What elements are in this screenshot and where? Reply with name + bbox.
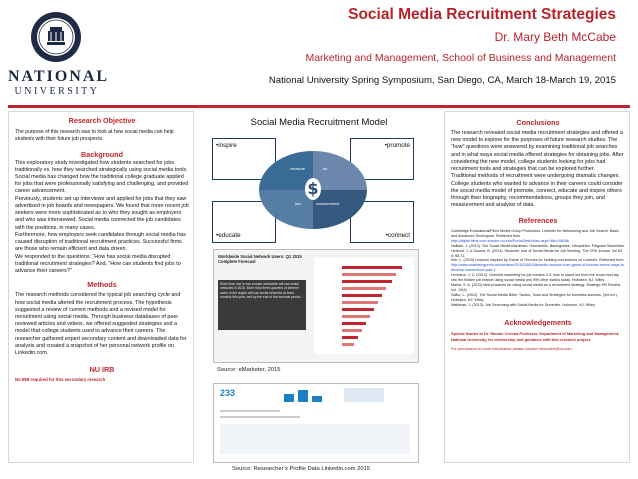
right-column (444, 111, 630, 463)
chart-bar (342, 336, 358, 339)
irb-text: No IRB required for this secondary research (15, 377, 106, 383)
profile-bar (284, 394, 294, 402)
quadrant-bottom-left: join (259, 190, 313, 229)
acknowledgements-heading: Acknowledgements (504, 318, 572, 328)
background-text-2: Previously, students set up interviews and applied for jobs that they saw advertised in job boards and newspapers. We found that more recent job seekers were more sophisticated as to who they sought as employers and who was interviewed. Social media connected the job candidates with the positions, in many cases. (15, 195, 189, 231)
background-text: This exploratory study investigated how students searched for jobs traditionally vs. how they searched strategically using social media tools. Social media has changed how the traditional college graduate applied for jobs that were professionally satisfying and challenging, and provided career advancement. (15, 159, 189, 195)
profile-line (220, 410, 280, 412)
emarketer-body: More than one in four people worldwide will use social networks in 2015. More than three-quarters of internet users in the region will use social networks at least monthly this year, and by the end of the forecast period… (218, 280, 306, 330)
profile-bar (312, 396, 322, 402)
quadrant-top-left: measure (259, 151, 313, 190)
emarketer-bar-chart-image (314, 258, 414, 354)
chart-bar (342, 280, 392, 283)
profile-activity-panel (220, 424, 410, 454)
chart-bar (342, 343, 354, 346)
irb-heading: NU IRB (89, 365, 115, 375)
quadrant-top-right: bo (313, 151, 367, 190)
reference-item: Safko, L. (2012). The Social Media Bible: Tactics, Tools and Strategies for business success. (3rd ed.). Hoboken, NJ: Wiley. (451, 293, 618, 303)
left-column (8, 111, 194, 463)
conclusions-text: The research revealed social media recruitment strategies and offered a new model to explore for the purposes of future research studies. The “how” questions were answered by examining traditional job searches and in what ways social media offered strategies for obtaining jobs. After considering the new model, college students looking for jobs had recruitment tools and strategies that can be explored further. (451, 130, 624, 173)
reference-item: Halliam, J. (2013). The Social Media Manifesto. Houndmills, Basingstoke, Hampshire: Palgrave Macmillan. (451, 243, 625, 248)
emarketer-headline: Worldwide Social Network Users: Q1 2015 Complete Forecast (218, 254, 302, 265)
emarketer-source-caption: Source: eMarketer, 2015 (217, 367, 281, 373)
model-label-connect: •connect (350, 201, 414, 243)
contact-note: For permission or more information please contact mmccabe@nu.edu. (451, 346, 573, 352)
reference-item: Waldman, J. (2013). Job Searching with Social Media for Dummies. Hoboken, NJ: Wiley. (451, 303, 596, 308)
references-heading: References (518, 215, 558, 225)
model-label-inspire: •inspire (212, 138, 276, 180)
chart-bar (342, 315, 370, 318)
background-text-4: We responded to the questions: “How has social media disrupted traditional recruitment strategies? And, “How can students find jobs to advance their careers?” (15, 253, 181, 275)
chart-bar (342, 329, 362, 332)
chart-bar (342, 301, 378, 304)
profile-line (220, 416, 300, 418)
header-divider (8, 105, 630, 108)
acknowledgements-text: Special thanks to Dr. Ramon Corona Professor, Department of Marketing and Management, National University, for mentorship and guidance with this research project. (451, 331, 620, 342)
poster-author: Dr. Mary Beth McCabe (494, 30, 616, 44)
profile-panel (344, 388, 384, 402)
poster-affiliation: Marketing and Management, School of Business and Management (305, 52, 616, 64)
quadrant-bottom-right: measurement (313, 190, 367, 229)
poster-venue: National University Spring Symposium, San Diego, CA, March 18-March 19, 2015 (268, 75, 616, 86)
reference-link[interactable]: http://digital.films.com.sceptre.nu.edu/PortalViewVideo.aspx?xtid=58098 (451, 238, 569, 243)
chart-bar (342, 322, 366, 325)
reference-link[interactable]: http://www.marketingprofs.com/articles/2015/26815/linkedin-lessons-from-game-of-thrones-seven-ways-to-develop-connections-part-1 (451, 263, 625, 273)
linkedin-profile-screenshot (213, 383, 419, 463)
model-label-educate: •educate (212, 201, 276, 243)
research-objective-text: The purpose of this research was to look at how social media can help students with their future job prospects. (15, 129, 174, 142)
reference-item: Kim, L. (2015) Lessons inspired by Game of Thrones for building connections on LinkedIn. Retrieved from (451, 258, 624, 263)
university-seal-logo (29, 10, 83, 64)
conclusions-text-2: Traditional methods of recruitment were undergoing dramatic changes. College students who wanted to advance in their careers could consider the social media model of promote, connect, educate and inspire others through their biography, recommendations, groups they join, and measurement and analysis of data. (451, 173, 623, 209)
model-title: Social Media Recruitment Model (250, 117, 388, 128)
research-objective-heading: Research Objective (68, 116, 136, 125)
profile-views-count: 233 (220, 388, 236, 398)
references-list (451, 229, 625, 309)
logo-wordmark-national: NATIONAL (8, 68, 110, 85)
reference-item: Levinson, J. C. (2013). Guerrilla marketing for job hunters 3.0: how to stand out from the crowd and tap into the hidden job market using social media and 999 other tactics today. Hoboken, NJ: Wiley. (451, 273, 619, 283)
methods-text: The research methods considered the typical job searching cycle and how social media altered the recruitment process. The hypothesis suggested a review of current methods and a revised model for recruitment using social media. Through business databases of peer reviewed articles and videos, we offered suggested strategies and a model that college students used to advance their careers. The researcher gathered expert secondary content and downloaded data for analysis and created a snapshot of her personal network profile on Linkedin.com. (15, 292, 187, 357)
chart-bar (342, 287, 386, 290)
reference-item: Maina, S. A. (2011) best practices for using social media as a recruitment strategy. Strategic HR Review. Vol. 10(4) (451, 283, 621, 293)
linkedin-source-caption: Source: Researcher’s Profile Data Linkedin.com 2015 (232, 466, 371, 472)
logo-wordmark-university: UNIVERSITY (14, 86, 100, 97)
profile-bar (298, 390, 308, 402)
conclusions-heading: Conclusions (516, 118, 560, 127)
chart-bar (342, 294, 382, 297)
methods-heading: Methods (87, 280, 117, 290)
emarketer-screenshot (213, 249, 419, 363)
reference-item: Cambridge Educational/Films Media Group Production. LinkedIn for Networking and Job Search: Basic and Advanced Techniques. Retrieved from (451, 228, 619, 238)
model-label-promote: •promote (350, 138, 414, 180)
chart-bar (342, 266, 402, 269)
reference-item: Herbold, J. & Douma, B. (2013). Students' Use of Social Media for Job Seeking. The CPA Journal. Vol 83 4: 68-71. (451, 248, 623, 258)
dollar-sign-icon: $ (305, 178, 321, 200)
seal-icon (29, 10, 83, 64)
chart-bar (342, 273, 396, 276)
poster-title: Social Media Recruitment Strategies (348, 6, 616, 23)
background-text-3: Furthermore, how employers seek candidates through social media has caused disruption of traditional recruitment practices. Successful firms are those who remain efficient and data driven. (15, 231, 186, 253)
chart-bar (342, 308, 374, 311)
background-heading: Background (81, 149, 123, 159)
